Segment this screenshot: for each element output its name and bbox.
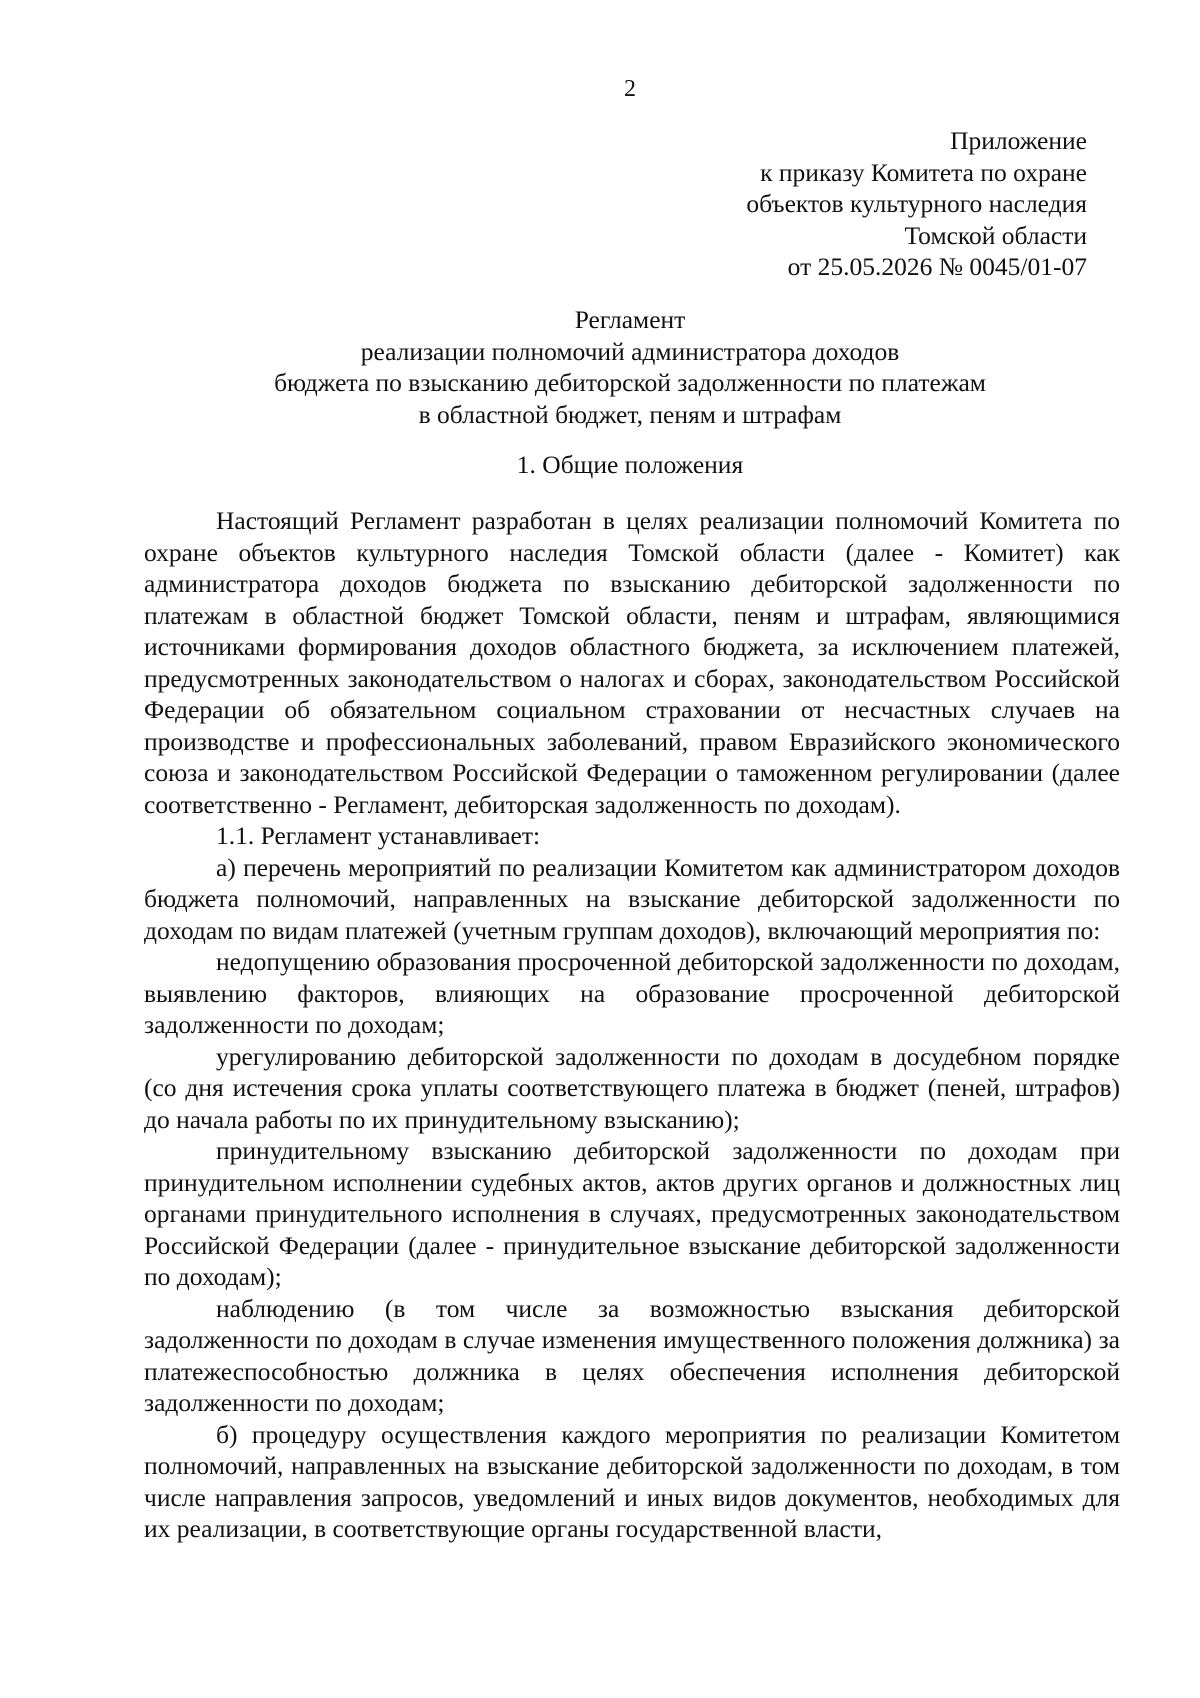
paragraph: б) процедуру осуществления каждого мероприятия по реализации Комитетом полномочий, направленных на взыскание дебиторской задолженности по доходам, в том числе направления запросов, уведомлений и иных видов документов, необходимых для их реализации, в соответствующие органы государственной власти, — [144, 1419, 1120, 1543]
title-line: реализации полномочий администратора доходов — [360, 336, 900, 366]
title-line: бюджета по взысканию дебиторской задолженности по платежам — [274, 368, 986, 397]
appendix-line: к приказу Комитета по охране — [760, 157, 1087, 187]
page-number: 2 — [624, 76, 636, 102]
paragraph: наблюдению (в том числе за возможностью взыскания дебиторской задолженности по доходам в случае изменения имущественного положения должника) за платежеспособностью должника в целях обеспечения исполнения дебиторской задолженности по доходам; — [144, 1293, 1120, 1417]
title-line: в областной бюджет, пеням и штрафам — [418, 399, 842, 429]
document-title — [0, 304, 1200, 430]
body-text — [144, 505, 1120, 1545]
section-heading: 1. Общие положения — [516, 450, 744, 479]
appendix-line: от 25.05.2026 № 0045/01-07 — [787, 252, 1087, 281]
paragraph: Настоящий Регламент разработан в целях реализации полномочий Комитета по охране объектов культурного наследия Томской области (далее - Комитет) как администратора доходов бюджета по взысканию дебиторской задолженности по платежам в областной бюджет Томской области, пеням и штрафам, являющимися источниками формирования доходов областного бюджета, за исключением платежей, предусмотренных законодательством о налогах и сборах, законодательством Российской Федерации об обязательном социальном страховании от несчастных случаев на производстве и профессиональных заболеваний, правом Евразийского экономического союза и законодательством Российской Федерации о таможенном регулировании (далее соответственно - Регламент, дебиторская задолженность по доходам). — [144, 506, 1120, 819]
appendix-line: Приложение — [950, 126, 1087, 155]
paragraph: а) перечень мероприятий по реализации Комитетом как администратором доходов бюджета полномочий, направленных на взыскание дебиторской задолженности по доходам по видам платежей (учетным группам доходов), включающий мероприятия по: — [144, 852, 1120, 945]
paragraph: 1.1. Регламент устанавливает: — [216, 821, 541, 850]
paragraph: урегулированию дебиторской задолженности по доходам в досудебном порядке (со дня истечения срока уплаты соответствующего платежа в бюджет (пеней, штрафов) до начала работы по их принудительному взысканию); — [144, 1041, 1120, 1134]
appendix-line: объектов культурного наследия — [746, 189, 1087, 218]
paragraph: недопущению образования просроченной дебиторской задолженности по доходам, выявлению факторов, влияющих на образование просроченной дебиторской задолженности по доходам; — [144, 947, 1120, 1039]
paragraph: принудительному взысканию дебиторской задолженности по доходам при принудительном исполнении судебных актов, актов других органов и должностных лиц органами принудительного исполнения в случаях, предусмотренных законодательством Российской Федерации (далее - принудительное взыскание дебиторской задолженности по доходам); — [144, 1136, 1120, 1291]
appendix-header — [746, 125, 1087, 283]
appendix-line: Томской области — [904, 220, 1087, 250]
title-line: Регламент — [574, 305, 686, 334]
